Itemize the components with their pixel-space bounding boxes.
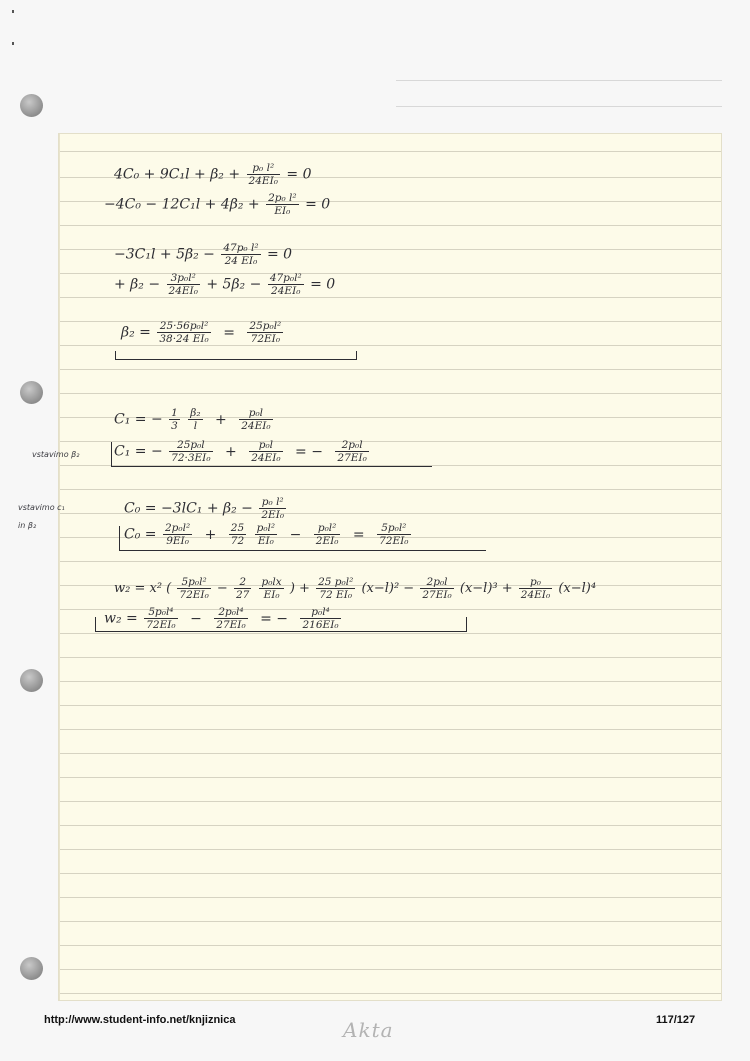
header-rule [396, 106, 722, 107]
equation-line: 4C₀ + 9C₁l + β₂ + $\frac{\text{p₀ l²}}{\text{24EI₀}}$ = 0 [114, 162, 312, 188]
result-underline [115, 351, 357, 360]
brand-logo: Akta [343, 1018, 394, 1042]
result-box [119, 526, 486, 551]
lined-paper [58, 133, 722, 1001]
scan-dot [12, 42, 14, 45]
equation-line: w₂ = x² ( $\frac{\text{5p₀l²}}{\text{72EI₀}}$ − $\frac{2}{27}$ $\frac{\text{p₀lx}}{\text{EI₀}}$ ) + $\frac{\text{25 p₀l²}}{\text{72 EI₀}}$ (x−l)² − $\frac{\text{2p₀l}}{\text{27EI₀}}$ (x−l)³ + $\frac{\text{p₀}}{\text{24EI₀}}$ (x−l)⁴ [114, 576, 597, 602]
equation-line: w₂ = $\frac{\text{5p₀l⁴}}{\text{72EI₀}}$ − $\frac{\text{2p₀l⁴}}{\text{27EI₀}}$ = − $\frac{\text{p₀l⁴}}{\text{216EI₀}}$ [104, 606, 339, 632]
equation-line: C₀ = $\frac{\text{2p₀l²}}{\text{9EI₀}}$ + $\frac{25}{72}$ $\frac{\text{p₀l²}}{\text{EI₀}}$ − $\frac{\text{p₀l²}}{\text{2EI₀}}$ = $\frac{\text{5p₀l²}}{\text{72EI₀}}$ [124, 522, 409, 548]
page-number: 117/127 [656, 1014, 696, 1026]
equation-line: C₀ = −3lC₁ + β₂ − $\frac{\text{p₀ l²}}{\text{2EI₀}}$ [124, 496, 285, 522]
equation-line: −4C₀ − 12C₁l + 4β₂ + $\frac{\text{2p₀ l²}}{\text{EI₀}}$ = 0 [104, 192, 331, 218]
punch-hole [20, 957, 43, 980]
equation-line: −3C₁l + 5β₂ − $\frac{\text{47p₀ l²}}{\text{24 EI₀}}$ = 0 [114, 242, 293, 268]
margin-note: vstavimo c₁ [18, 503, 65, 512]
header-rule [396, 80, 722, 81]
punch-hole [20, 94, 43, 117]
margin-note: vstavimo β₂ [32, 450, 80, 459]
equation-line: + β₂ − $\frac{\text{3p₀l²}}{\text{24EI₀}}$ + 5β₂ − $\frac{\text{47p₀l²}}{\text{24EI₀}}$ = 0 [114, 272, 336, 298]
punch-hole [20, 669, 43, 692]
scan-dot [12, 10, 14, 13]
equation-line: C₁ = − $\frac{\text{25p₀l}}{\text{72·3EI₀}}$ + $\frac{\text{p₀l}}{\text{24EI₀}}$ = − $\frac{\text{2p₀l}}{\text{27EI₀}}$ [114, 439, 367, 465]
margin-line [59, 134, 60, 1000]
margin-note: in β₂ [18, 521, 37, 530]
punch-hole [20, 381, 43, 404]
equation-line: β₂ = $\frac{\text{25·56p₀l²}}{\text{38·24 EI₀}}$ = $\frac{\text{25p₀l²}}{\text{72EI₀}}$ [121, 320, 282, 346]
equation-line: C₁ = − $\frac{1}{3}$ $\frac{\text{β₂}}{l}$ + $\frac{\text{p₀l}}{\text{24EI₀}}$ [114, 407, 271, 433]
result-box [111, 442, 432, 467]
result-underline [95, 617, 467, 632]
footer-url: http://www.student-info.net/knjiznica [44, 1014, 236, 1026]
